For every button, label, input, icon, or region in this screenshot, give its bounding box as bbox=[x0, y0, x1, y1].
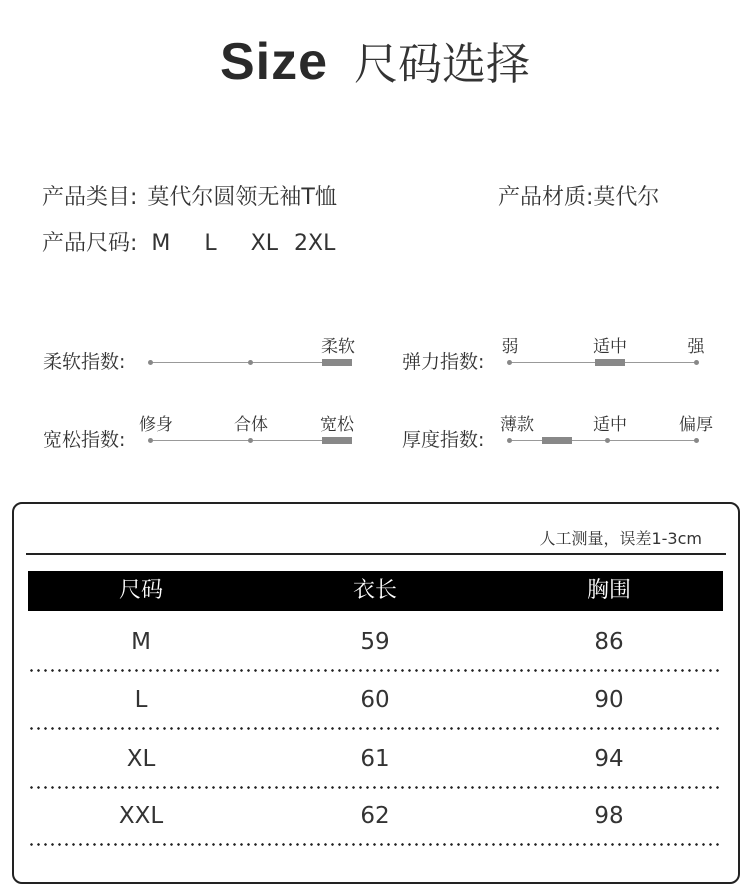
scale-tick-label: 柔软 bbox=[321, 337, 355, 357]
cell-length: 61 bbox=[360, 746, 390, 772]
size-option: M bbox=[151, 231, 171, 256]
scale-tick-label: 适中 bbox=[593, 415, 627, 435]
scale-marker bbox=[542, 437, 572, 444]
category-value: 莫代尔圆领无袖T恤 bbox=[147, 185, 337, 210]
scale-line bbox=[509, 440, 697, 441]
size-option: L bbox=[204, 231, 217, 256]
scale-tick-label: 强 bbox=[687, 337, 705, 357]
scale-tick-label: 偏厚 bbox=[679, 415, 713, 435]
cell-length: 59 bbox=[360, 629, 390, 655]
cell-chest: 98 bbox=[594, 803, 624, 829]
cell-chest: 90 bbox=[594, 687, 624, 713]
scale-marker bbox=[595, 359, 625, 366]
scale-dot bbox=[148, 438, 153, 443]
cell-chest: 94 bbox=[594, 746, 624, 772]
table-header bbox=[28, 571, 723, 611]
scale-dot bbox=[694, 438, 699, 443]
header-chest: 胸围 bbox=[586, 578, 631, 603]
scale-tick-label: 适中 bbox=[593, 337, 627, 357]
cell-chest: 86 bbox=[594, 629, 624, 655]
material-value: 莫代尔 bbox=[593, 185, 660, 210]
scale-tick-label: 弱 bbox=[501, 337, 519, 357]
table-row bbox=[28, 731, 723, 789]
size-option: 2XL bbox=[294, 231, 336, 256]
looseness-label: 宽松指数: bbox=[43, 429, 126, 451]
size-option: XL bbox=[250, 231, 278, 256]
scale-marker bbox=[322, 437, 352, 444]
title-english: Size bbox=[219, 33, 329, 91]
category-row bbox=[42, 180, 337, 211]
header-size: 尺码 bbox=[118, 578, 163, 603]
cell-size: XXL bbox=[118, 803, 164, 829]
divider bbox=[26, 553, 726, 555]
scale-dot bbox=[248, 360, 253, 365]
title-chinese: 尺码选择 bbox=[354, 39, 531, 90]
scale-dot bbox=[148, 360, 153, 365]
cell-size: L bbox=[134, 687, 148, 713]
sizes-label: 产品尺码: bbox=[42, 231, 138, 256]
header-length: 衣长 bbox=[352, 578, 397, 603]
table-row bbox=[28, 788, 723, 846]
scale-dot bbox=[694, 360, 699, 365]
scale-dot bbox=[248, 438, 253, 443]
cell-length: 62 bbox=[360, 803, 390, 829]
material-label: 产品材质: bbox=[498, 185, 594, 210]
thickness-label: 厚度指数: bbox=[402, 429, 485, 451]
cell-length: 60 bbox=[360, 687, 390, 713]
scale-tick-label: 薄款 bbox=[500, 415, 534, 435]
table-row bbox=[28, 614, 723, 672]
measurement-note: 人工测量，误差1-3cm bbox=[539, 529, 702, 548]
scale-tick-label: 合体 bbox=[234, 415, 268, 435]
scale-dot bbox=[605, 438, 610, 443]
sizes-row bbox=[42, 226, 335, 257]
scale-dot bbox=[507, 360, 512, 365]
row-divider bbox=[28, 727, 723, 730]
table-row bbox=[28, 672, 723, 730]
cell-size: M bbox=[131, 629, 151, 655]
softness-label: 柔软指数: bbox=[43, 351, 126, 373]
elasticity-label: 弹力指数: bbox=[402, 351, 485, 373]
material-row bbox=[498, 180, 659, 211]
scale-dot bbox=[507, 438, 512, 443]
scale-marker bbox=[322, 359, 352, 366]
row-divider bbox=[28, 843, 723, 846]
category-label: 产品类目: bbox=[42, 185, 138, 210]
cell-size: XL bbox=[126, 746, 156, 772]
page-title bbox=[0, 28, 750, 92]
scale-tick-label: 宽松 bbox=[320, 415, 354, 435]
scale-tick-label: 修身 bbox=[139, 415, 173, 435]
